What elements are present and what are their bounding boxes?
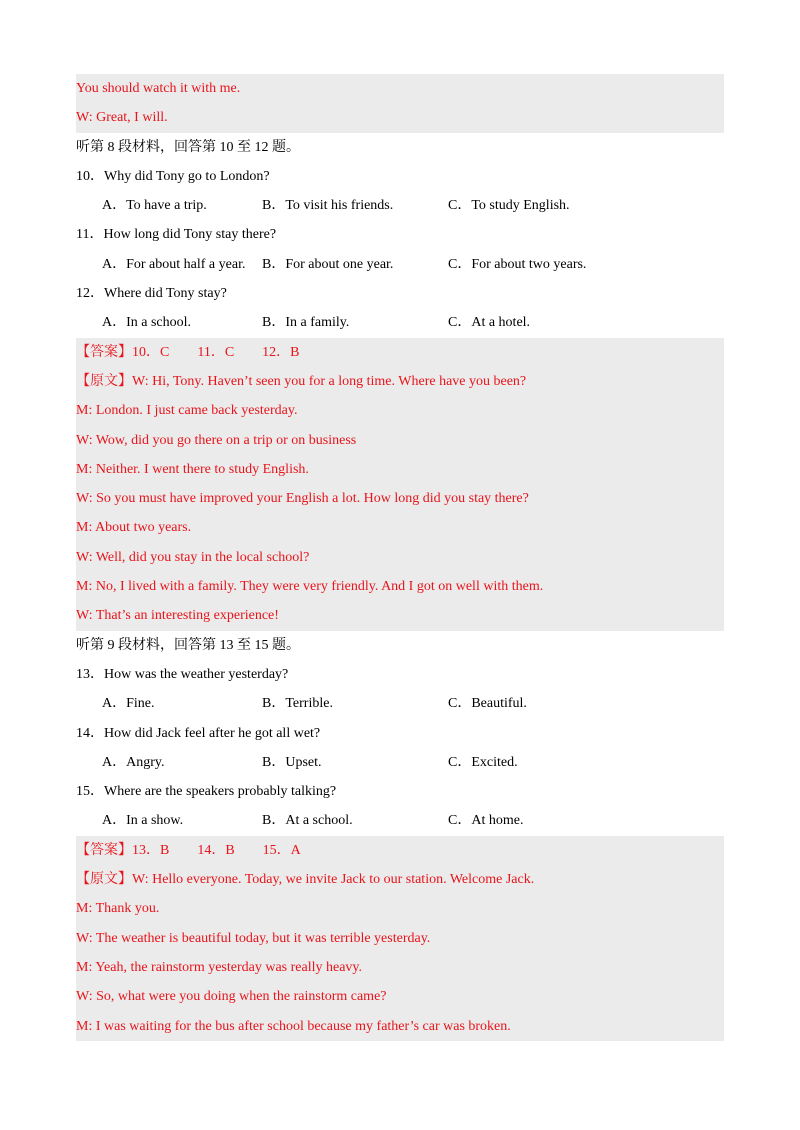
question-15: 15．Where are the speakers probably talking? [76,784,337,800]
options-12 [76,308,724,337]
option-c: C．To study English. [448,198,570,214]
option-a: A．Fine. [102,696,155,712]
options-15 [76,806,724,835]
option-b: B．For about one year. [262,256,394,272]
options-13 [76,689,724,718]
option-b: B．At a school. [262,813,353,829]
transcript-line: M: I was waiting for the bus after school because my father’s car was broken. [76,1018,511,1034]
option-a: A．For about half a year. [102,256,246,272]
transcript-line: W: Wow, did you go there on a trip or on business [76,432,357,448]
question-10: 10．Why did Tony go to London? [76,168,270,184]
transcript-line: M: Thank you. [76,901,160,917]
option-c: C．Beautiful. [448,696,527,712]
options-14 [76,748,724,777]
option-b: B．In a family. [262,315,350,331]
section9-answer-block [76,836,724,1041]
option-a: A．In a show. [102,813,184,829]
option-c: C．At home. [448,813,524,829]
option-c: C．Excited. [448,754,518,770]
question-14: 14．How did Jack feel after he got all wet? [76,725,321,741]
options-10 [76,191,724,220]
transcript-line: 【原文】W: Hi, Tony. Haven’t seen you for a long time. Where have you been? [76,373,527,389]
transcript-line: M: Neither. I went there to study English. [76,461,309,477]
option-a: A．To have a trip. [102,198,207,214]
section9-instruction: 听第 9 段材料，回答第 13 至 15 题。 [76,637,300,653]
question-13: 13．How was the weather yesterday? [76,666,289,682]
option-c: C．For about two years. [448,256,587,272]
transcript-line: M: Yeah, the rainstorm yesterday was really heavy. [76,959,363,975]
option-b: B．To visit his friends. [262,198,394,214]
answer-line: 【答案】10．C 11．C 12．B [76,344,300,360]
transcript-line: W: The weather is beautiful today, but it was terrible yesterday. [76,930,431,946]
options-11 [76,250,724,279]
section8-instruction: 听第 8 段材料，回答第 10 至 12 题。 [76,139,300,155]
transcript-line: 【原文】W: Hello everyone. Today, we invite Jack to our station. Welcome Jack. [76,872,535,888]
question-12: 12．Where did Tony stay? [76,286,227,302]
transcript-line: M: No, I lived with a family. They were very friendly. And I got on well with them. [76,579,544,595]
transcript-line: M: London. I just came back yesterday. [76,403,298,419]
option-a: A．In a school. [102,315,192,331]
transcript-line: W: Great, I will. [76,110,168,126]
answer-line: 【答案】13．B 14．B 15．A [76,842,301,858]
option-a: A．Angry. [102,754,165,770]
transcript-line: W: So, what were you doing when the rainstorm came? [76,989,387,1005]
option-c: C．At a hotel. [448,315,531,331]
section8-answer-block [76,338,724,631]
content [76,74,724,1041]
transcript-line: W: That’s an interesting experience! [76,608,279,624]
question-11: 11．How long did Tony stay there? [76,227,277,243]
transcript-line: W: Well, did you stay in the local school? [76,549,310,565]
option-b: B．Upset. [262,754,322,770]
transcript-line: You should watch it with me. [76,81,241,96]
prev-transcript-block [76,74,724,133]
option-b: B．Terrible. [262,696,333,712]
transcript-line: M: About two years. [76,520,192,536]
transcript-line: W: So you must have improved your English a lot. How long did you stay there? [76,491,529,507]
